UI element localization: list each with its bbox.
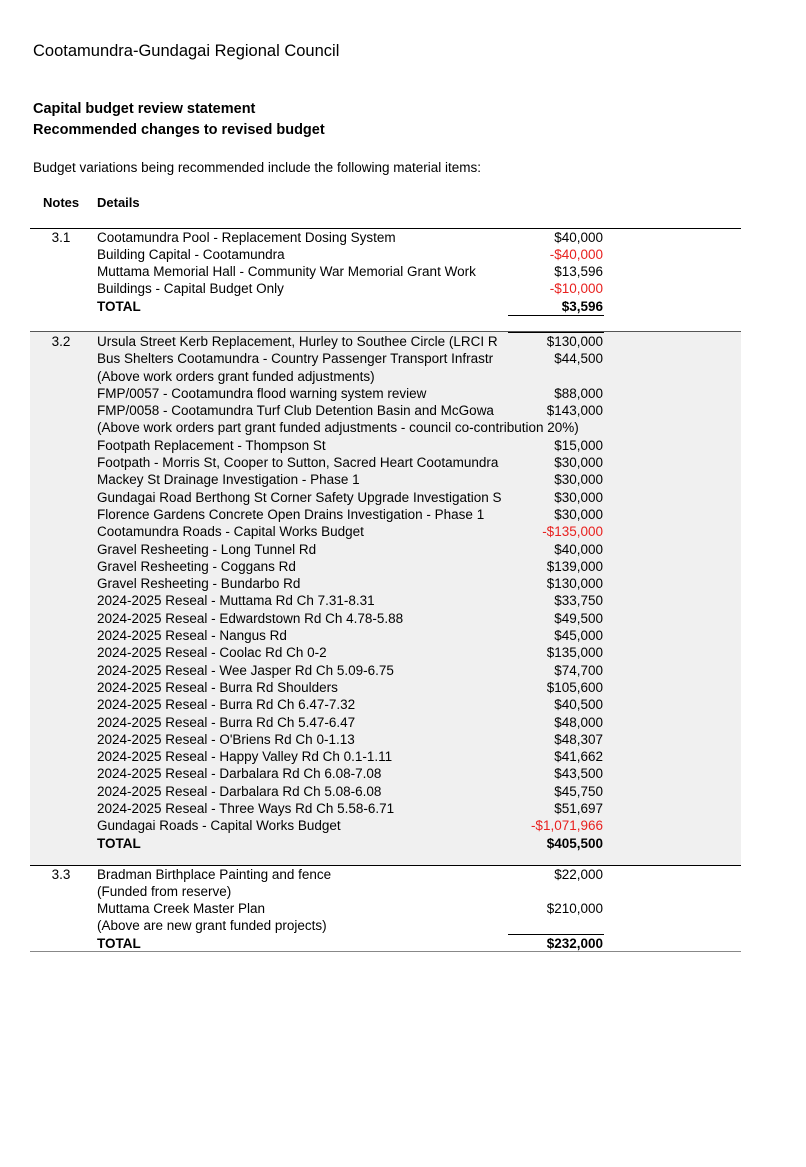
total-label: TOTAL bbox=[97, 935, 141, 951]
row-amount: -$40,000 bbox=[549, 247, 603, 263]
row-detail: (Above work orders grant funded adjustments) bbox=[97, 368, 375, 384]
row-detail: 2024-2025 Reseal - Darbalara Rd Ch 6.08-7.08 bbox=[97, 766, 382, 782]
table-row bbox=[30, 402, 741, 419]
table-row bbox=[30, 817, 741, 834]
table-row bbox=[30, 558, 741, 575]
header-notes: Notes bbox=[43, 195, 80, 210]
row-detail: Gravel Resheeting - Long Tunnel Rd bbox=[97, 541, 317, 557]
table-row bbox=[30, 783, 741, 800]
row-amount: $130,000 bbox=[546, 334, 603, 349]
row-detail: (Above are new grant funded projects) bbox=[97, 918, 327, 934]
row-amount: $40,000 bbox=[554, 230, 603, 245]
heading-subtitle: Recommended changes to revised budget bbox=[33, 122, 325, 138]
row-detail: 2024-2025 Reseal - Nangus Rd bbox=[97, 628, 287, 644]
row-detail: Buildings - Capital Budget Only bbox=[97, 281, 284, 297]
row-amount: $210,000 bbox=[546, 901, 603, 917]
table-row bbox=[30, 541, 741, 558]
table-row bbox=[30, 454, 741, 471]
total-underline-3-1 bbox=[508, 315, 604, 316]
intro-text: Budget variations being recommended include the following material items: bbox=[33, 160, 481, 175]
table-row bbox=[30, 280, 741, 297]
row-amount: $135,000 bbox=[546, 645, 603, 661]
table-row bbox=[30, 350, 741, 367]
total-underline-3-3 bbox=[508, 934, 604, 935]
heading-title: Capital budget review statement bbox=[33, 101, 256, 117]
row-amount: $13,596 bbox=[554, 264, 603, 280]
row-detail: 2024-2025 Reseal - Darbalara Rd Ch 5.08-6.08 bbox=[97, 783, 382, 799]
row-detail: FMP/0057 - Cootamundra flood warning system review bbox=[97, 385, 427, 401]
table-row bbox=[30, 731, 741, 748]
total-amount: $232,000 bbox=[546, 935, 603, 951]
row-amount: $105,600 bbox=[546, 679, 603, 695]
header-details: Details bbox=[97, 195, 140, 210]
row-amount: $45,750 bbox=[554, 783, 603, 799]
table-row bbox=[30, 419, 741, 436]
row-amount: $74,700 bbox=[554, 662, 603, 678]
row-amount: $41,662 bbox=[554, 749, 603, 765]
row-amount: $30,000 bbox=[554, 472, 603, 488]
table-row bbox=[30, 662, 741, 679]
table-row bbox=[30, 471, 741, 488]
row-amount: $48,000 bbox=[554, 714, 603, 730]
row-detail: Florence Gardens Concrete Open Drains Investigation - Phase 1 bbox=[97, 506, 485, 522]
row-detail: 2024-2025 Reseal - Edwardstown Rd Ch 4.78-5.88 bbox=[97, 610, 404, 626]
note-number: 3.2 bbox=[51, 334, 71, 349]
row-amount: $88,000 bbox=[554, 385, 603, 401]
table-row bbox=[30, 263, 741, 280]
table-row bbox=[30, 610, 741, 627]
row-amount: -$1,071,966 bbox=[530, 818, 603, 834]
row-amount: $15,000 bbox=[554, 437, 603, 453]
table-row bbox=[30, 835, 741, 852]
row-amount: $49,500 bbox=[554, 610, 603, 626]
row-detail: Footpath - Morris St, Cooper to Sutton, Sacred Heart Cootamundra bbox=[97, 455, 499, 471]
note-number: 3.3 bbox=[51, 867, 71, 882]
row-detail: Gundagai Roads - Capital Works Budget bbox=[97, 818, 341, 834]
row-detail: Muttama Memorial Hall - Community War Memorial Grant Work bbox=[97, 264, 476, 280]
row-amount: $48,307 bbox=[554, 731, 603, 747]
row-detail: 2024-2025 Reseal - Wee Jasper Rd Ch 5.09-6.75 bbox=[97, 662, 394, 678]
table-row bbox=[30, 229, 741, 246]
row-detail: Bus Shelters Cootamundra - Country Passenger Transport Infrastr bbox=[97, 351, 494, 367]
row-detail: FMP/0058 - Cootamundra Turf Club Detention Basin and McGowa bbox=[97, 403, 494, 419]
row-amount: -$10,000 bbox=[549, 281, 603, 297]
note-number: 3.1 bbox=[51, 230, 71, 245]
total-amount: $3,596 bbox=[561, 298, 603, 314]
row-amount: $143,000 bbox=[546, 403, 603, 419]
row-amount: $139,000 bbox=[546, 558, 603, 574]
table-row bbox=[30, 679, 741, 696]
row-detail: Gundagai Road Berthong St Corner Safety Upgrade Investigation S bbox=[97, 489, 502, 505]
total-amount: $405,500 bbox=[546, 835, 603, 851]
table-row bbox=[30, 714, 741, 731]
row-detail: 2024-2025 Reseal - Burra Rd Ch 5.47-6.47 bbox=[97, 714, 356, 730]
table-row bbox=[30, 298, 741, 315]
table-row bbox=[30, 627, 741, 644]
table-row bbox=[30, 575, 741, 592]
section-3-3 bbox=[30, 866, 741, 952]
table-row bbox=[30, 523, 741, 540]
table-bottom-rule bbox=[30, 951, 741, 952]
row-detail: 2024-2025 Reseal - O'Briens Rd Ch 0-1.13 bbox=[97, 731, 355, 747]
table-row bbox=[30, 489, 741, 506]
row-amount: $43,500 bbox=[554, 766, 603, 782]
row-detail: 2024-2025 Reseal - Muttama Rd Ch 7.31-8.31 bbox=[97, 593, 375, 609]
table-row bbox=[30, 333, 741, 350]
row-amount: $30,000 bbox=[554, 489, 603, 505]
row-detail: 2024-2025 Reseal - Burra Rd Ch 6.47-7.32 bbox=[97, 697, 356, 713]
table-row bbox=[30, 506, 741, 523]
row-detail: Ursula Street Kerb Replacement, Hurley to Southee Circle (LRCI R bbox=[97, 334, 498, 349]
section-3-2 bbox=[30, 333, 741, 852]
table-row bbox=[30, 800, 741, 817]
row-amount: $44,500 bbox=[554, 351, 603, 367]
row-amount: $33,750 bbox=[554, 593, 603, 609]
table-row bbox=[30, 696, 741, 713]
table-row bbox=[30, 437, 741, 454]
row-amount: $40,500 bbox=[554, 697, 603, 713]
row-amount: $130,000 bbox=[546, 576, 603, 592]
row-detail: 2024-2025 Reseal - Happy Valley Rd Ch 0.1-1.11 bbox=[97, 749, 393, 765]
table-row bbox=[30, 368, 741, 385]
row-detail: Mackey St Drainage Investigation - Phase 1 bbox=[97, 472, 360, 488]
table-row bbox=[30, 900, 741, 917]
table-row bbox=[30, 246, 741, 263]
row-detail: Footpath Replacement - Thompson St bbox=[97, 437, 326, 453]
table-row bbox=[30, 765, 741, 782]
total-label: TOTAL bbox=[97, 298, 141, 314]
row-amount: $40,000 bbox=[554, 541, 603, 557]
row-amount: $45,000 bbox=[554, 628, 603, 644]
row-detail: Cootamundra Pool - Replacement Dosing System bbox=[97, 230, 396, 245]
row-detail: 2024-2025 Reseal - Three Ways Rd Ch 5.58-6.71 bbox=[97, 801, 395, 817]
table-row bbox=[30, 883, 741, 900]
section-3-1 bbox=[30, 229, 741, 315]
row-detail: 2024-2025 Reseal - Coolac Rd Ch 0-2 bbox=[97, 645, 327, 661]
row-amount: $30,000 bbox=[554, 455, 603, 471]
row-amount: $30,000 bbox=[554, 506, 603, 522]
row-detail: Cootamundra Roads - Capital Works Budget bbox=[97, 524, 364, 540]
table-row bbox=[30, 917, 741, 934]
row-detail: 2024-2025 Reseal - Burra Rd Shoulders bbox=[97, 679, 338, 695]
org-name: Cootamundra-Gundagai Regional Council bbox=[33, 42, 340, 60]
row-detail: Bradman Birthplace Painting and fence bbox=[97, 867, 332, 882]
row-amount: -$135,000 bbox=[542, 524, 603, 540]
table-row bbox=[30, 385, 741, 402]
table-row bbox=[30, 644, 741, 661]
row-amount: $22,000 bbox=[554, 867, 603, 882]
table-row bbox=[30, 866, 741, 883]
row-detail: (Above work orders part grant funded adjustments - council co-contribution 20%) bbox=[97, 420, 579, 436]
row-detail: Gravel Resheeting - Bundarbo Rd bbox=[97, 576, 301, 592]
row-amount: $51,697 bbox=[554, 801, 603, 817]
row-detail: Gravel Resheeting - Coggans Rd bbox=[97, 558, 296, 574]
table-row bbox=[30, 748, 741, 765]
total-label: TOTAL bbox=[97, 835, 141, 851]
row-detail: Building Capital - Cootamundra bbox=[97, 247, 285, 263]
table-row bbox=[30, 935, 741, 952]
table-row bbox=[30, 592, 741, 609]
row-detail: (Funded from reserve) bbox=[97, 884, 232, 900]
row-detail: Muttama Creek Master Plan bbox=[97, 901, 266, 917]
